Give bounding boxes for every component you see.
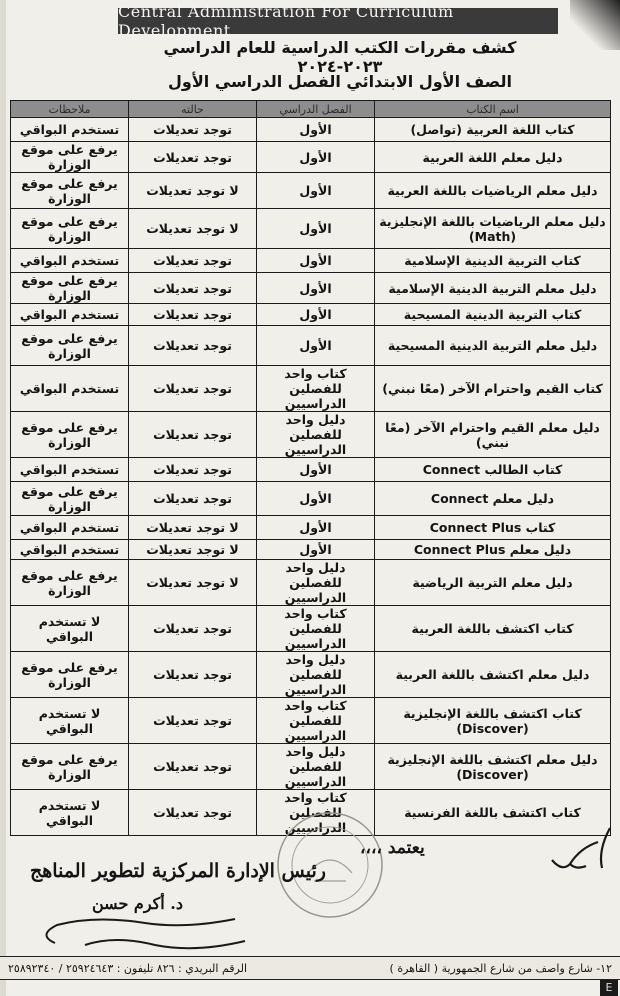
book-cell: دليل معلم التربية الدينية المسيحية: [375, 326, 611, 366]
scan-shadow: [570, 0, 620, 50]
book-cell: دليل معلم Connect Plus: [375, 540, 611, 560]
note-cell: يرفع على موقع الوزارة: [11, 173, 129, 209]
book-cell: كتاب اكتشف باللغة العربية: [375, 606, 611, 652]
term-cell: الأول: [257, 118, 375, 142]
book-cell: كتاب التربية الدينية الإسلامية: [375, 249, 611, 273]
book-cell: كتاب اللغة العربية (تواصل): [375, 118, 611, 142]
book-cell: دليل معلم اكتشف باللغة الإنجليزية (Discover): [375, 744, 611, 790]
organization-banner: Central Administration For Curriculum Development: [118, 8, 558, 34]
term-cell: الأول: [257, 540, 375, 560]
term-cell: الأول: [257, 326, 375, 366]
term-cell: الأول: [257, 458, 375, 482]
note-cell: تستخدم البواقي: [11, 366, 129, 412]
book-cell: كتاب القيم واحترام الآخر (معًا نبني): [375, 366, 611, 412]
handwritten-signature-right: [540, 820, 620, 880]
status-cell: توجد تعديلات: [129, 273, 257, 304]
status-cell: توجد تعديلات: [129, 326, 257, 366]
note-cell: يرفع على موقع الوزارة: [11, 326, 129, 366]
table-header-row: [11, 101, 611, 118]
term-cell: كتاب واحد للفصلين الدراسيين: [257, 606, 375, 652]
note-cell: يرفع على موقع الوزارة: [11, 652, 129, 698]
term-cell: كتاب واحد للفصلين الدراسيين: [257, 366, 375, 412]
status-cell: توجد تعديلات: [129, 744, 257, 790]
book-cell: دليل معلم Connect: [375, 482, 611, 516]
book-cell: دليل معلم القيم واحترام الآخر (معًا نبني): [375, 412, 611, 458]
book-cell: دليل معلم التربية الرياضية: [375, 560, 611, 606]
table-row: [11, 698, 611, 744]
table-row: [11, 458, 611, 482]
book-cell: كتاب اكتشف باللغة الفرنسية: [375, 790, 611, 836]
status-cell: توجد تعديلات: [129, 118, 257, 142]
term-cell: كتاب واحد للفصلين الدراسيين: [257, 790, 375, 836]
status-cell: لا توجد تعديلات: [129, 173, 257, 209]
term-cell: الأول: [257, 249, 375, 273]
note-cell: يرفع على موقع الوزارة: [11, 273, 129, 304]
table-body: [11, 118, 611, 836]
book-cell: كتاب التربية الدينية المسيحية: [375, 304, 611, 326]
footer-address: ١٢- شارع واصف من شارع الجمهورية ( القاهرة ): [389, 961, 612, 975]
note-cell: يرفع على موقع الوزارة: [11, 142, 129, 173]
note-cell: يرفع على موقع الوزارة: [11, 482, 129, 516]
status-cell: توجد تعديلات: [129, 482, 257, 516]
table-row: [11, 209, 611, 249]
note-cell: لا تستخدم البواقي: [11, 790, 129, 836]
term-cell: الأول: [257, 173, 375, 209]
status-cell: توجد تعديلات: [129, 249, 257, 273]
term-cell: دليل واحد للفصلين الدراسيين: [257, 744, 375, 790]
term-cell: الأول: [257, 516, 375, 540]
term-cell: الأول: [257, 304, 375, 326]
footer-bar: [0, 956, 620, 980]
table-row: [11, 606, 611, 652]
column-header-status: حالته: [129, 101, 257, 118]
signatory-name: د. أكرم حسن: [92, 894, 183, 913]
status-cell: لا توجد تعديلات: [129, 516, 257, 540]
status-cell: توجد تعديلات: [129, 652, 257, 698]
table-row: [11, 173, 611, 209]
status-cell: توجد تعديلات: [129, 698, 257, 744]
table-row: [11, 516, 611, 540]
note-cell: يرفع على موقع الوزارة: [11, 412, 129, 458]
term-cell: الأول: [257, 273, 375, 304]
table-row: [11, 249, 611, 273]
book-cell: دليل معلم اللغة العربية: [375, 142, 611, 173]
term-cell: كتاب واحد للفصلين الدراسيين: [257, 698, 375, 744]
book-cell: دليل معلم الرياضيات باللغة الإنجليزية (Math): [375, 209, 611, 249]
note-cell: تستخدم البواقي: [11, 118, 129, 142]
term-cell: دليل واحد للفصلين الدراسيين: [257, 560, 375, 606]
column-header-notes: ملاحظات: [11, 101, 129, 118]
handwritten-signature-left: [35, 905, 265, 955]
note-cell: يرفع على موقع الوزارة: [11, 560, 129, 606]
note-cell: تستخدم البواقي: [11, 458, 129, 482]
table-row: [11, 482, 611, 516]
status-cell: توجد تعديلات: [129, 412, 257, 458]
term-cell: دليل واحد للفصلين الدراسيين: [257, 412, 375, 458]
curriculum-table: [10, 100, 611, 836]
footer-contact: الرقم البريدي : ٨٢٦ تليفون : ٢٥٩٢٤٦٤٣ / ٢٥٨٩٢٣٤٠: [8, 961, 248, 975]
status-cell: لا توجد تعديلات: [129, 540, 257, 560]
note-cell: تستخدم البواقي: [11, 304, 129, 326]
status-cell: توجد تعديلات: [129, 790, 257, 836]
status-cell: توجد تعديلات: [129, 606, 257, 652]
book-cell: كتاب الطالب Connect: [375, 458, 611, 482]
note-cell: يرفع على موقع الوزارة: [11, 209, 129, 249]
book-cell: دليل معلم اكتشف باللغة العربية: [375, 652, 611, 698]
signatory-title: رئيس الإدارة المركزية لتطوير المناهج: [30, 860, 326, 882]
book-cell: دليل معلم الرياضيات باللغة العربية: [375, 173, 611, 209]
table-row: [11, 652, 611, 698]
table-row: [11, 366, 611, 412]
table-row: [11, 744, 611, 790]
table-row: [11, 560, 611, 606]
status-cell: توجد تعديلات: [129, 142, 257, 173]
corner-mark: E: [600, 980, 618, 996]
approval-label: يعتمد ،،،،: [360, 838, 425, 858]
note-cell: تستخدم البواقي: [11, 249, 129, 273]
note-cell: تستخدم البواقي: [11, 516, 129, 540]
table-row: [11, 273, 611, 304]
book-cell: كتاب اكتشف باللغة الإنجليزية (Discover): [375, 698, 611, 744]
table-row: [11, 326, 611, 366]
table-row: [11, 118, 611, 142]
book-cell: كتاب Connect Plus: [375, 516, 611, 540]
status-cell: لا توجد تعديلات: [129, 560, 257, 606]
term-cell: الأول: [257, 209, 375, 249]
book-cell: دليل معلم التربية الدينية الإسلامية: [375, 273, 611, 304]
table-row: [11, 540, 611, 560]
term-cell: الأول: [257, 482, 375, 516]
column-header-term: الفصل الدراسي: [257, 101, 375, 118]
term-cell: دليل واحد للفصلين الدراسيين: [257, 652, 375, 698]
status-cell: لا توجد تعديلات: [129, 209, 257, 249]
note-cell: لا تستخدم البواقي: [11, 698, 129, 744]
status-cell: توجد تعديلات: [129, 304, 257, 326]
table-row: [11, 412, 611, 458]
table-row: [11, 304, 611, 326]
status-cell: توجد تعديلات: [129, 366, 257, 412]
term-cell: الأول: [257, 142, 375, 173]
page-edge: [0, 0, 6, 996]
note-cell: يرفع على موقع الوزارة: [11, 744, 129, 790]
status-cell: توجد تعديلات: [129, 458, 257, 482]
note-cell: تستخدم البواقي: [11, 540, 129, 560]
document-subtitle: الصف الأول الابتدائي الفصل الدراسي الأول: [168, 72, 512, 91]
note-cell: لا تستخدم البواقي: [11, 606, 129, 652]
table-row: [11, 142, 611, 173]
document-title: كشف مقررات الكتب الدراسية للعام الدراسي ٢٠٢٣-٢٠٢٤: [163, 38, 517, 76]
column-header-book: اسم الكتاب: [375, 101, 611, 118]
